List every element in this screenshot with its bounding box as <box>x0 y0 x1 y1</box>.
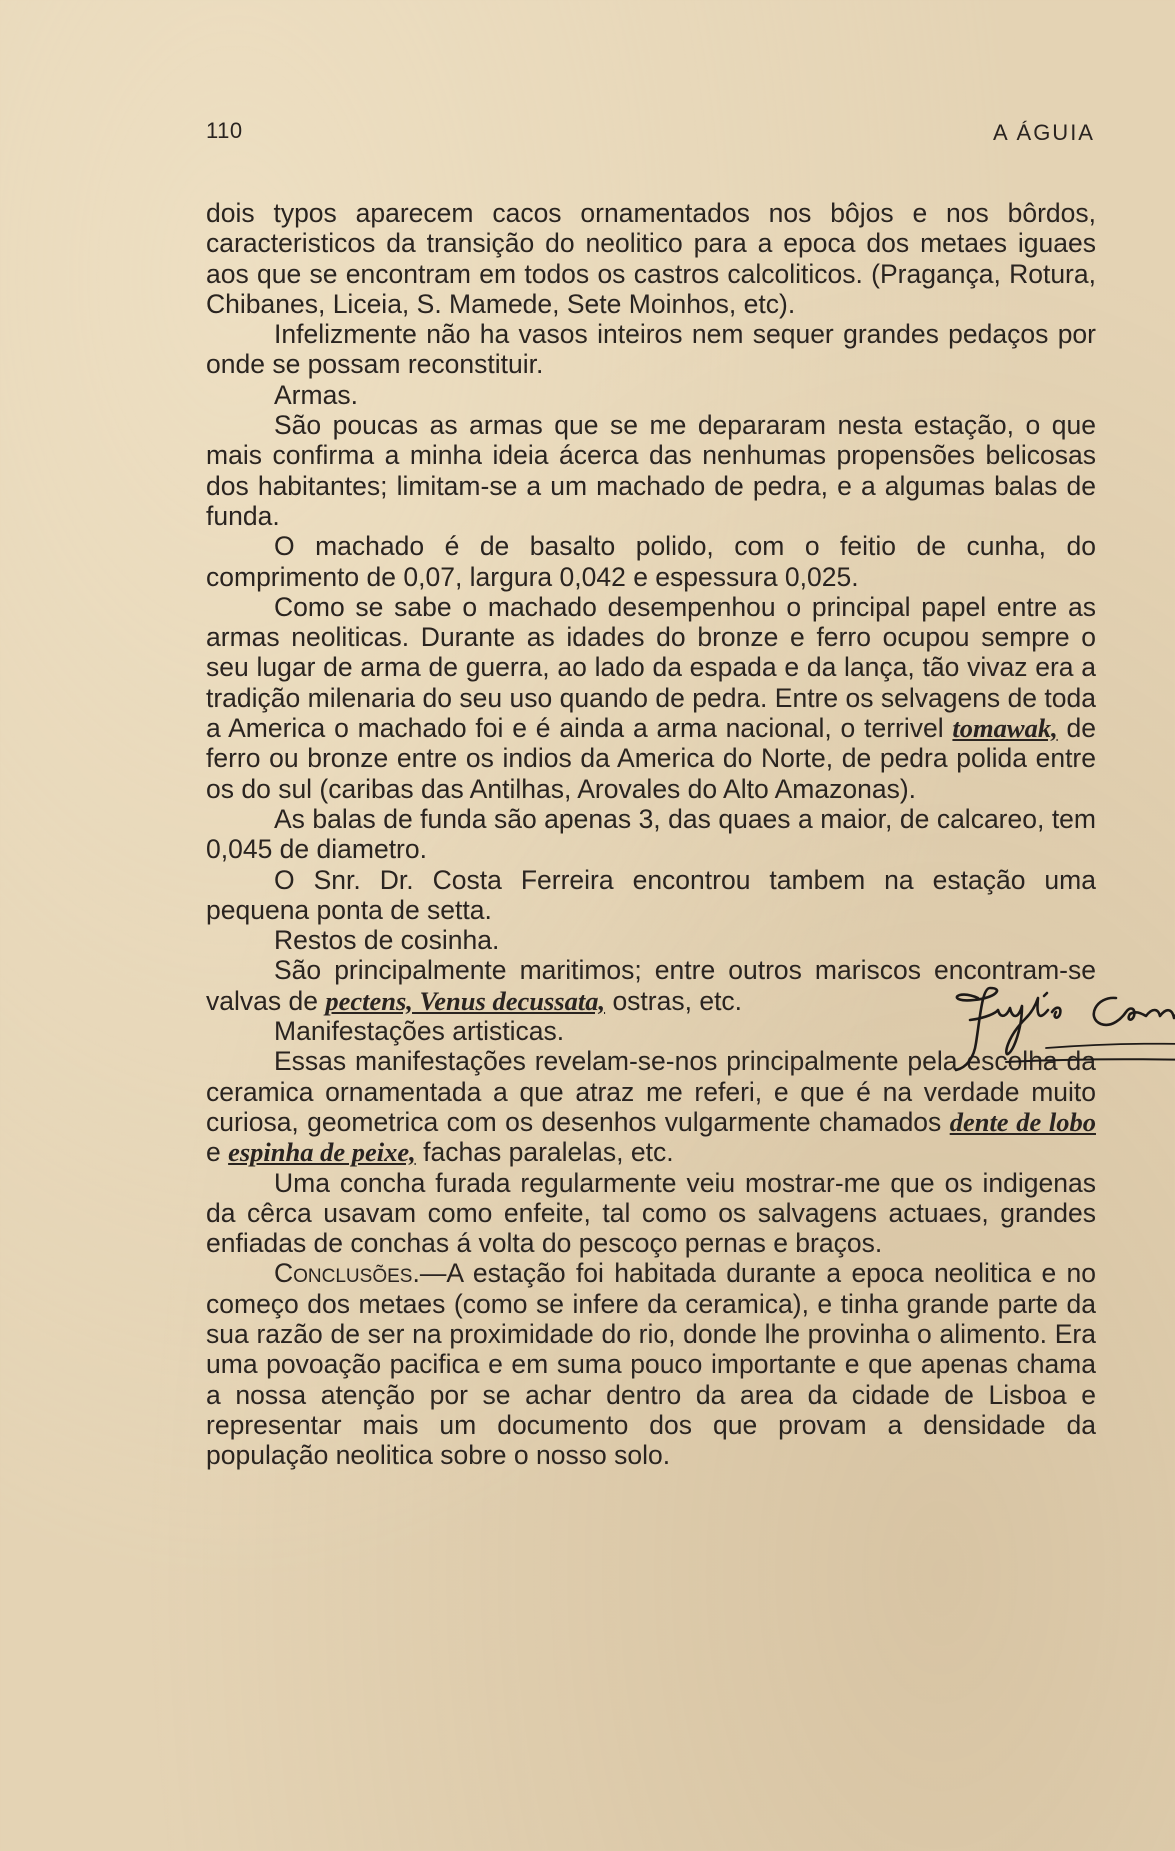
text-run: fachas paralelas, etc. <box>415 1137 674 1168</box>
section-heading-manifestacoes: Manifestações artisticas. <box>274 1016 565 1047</box>
section-heading-armas: Armas. <box>274 379 358 410</box>
text-run: —A estação foi habitada durante a epoca neolitica e no começo dos metaes (como se infere da ceramica), e tinha grande parte da sua razão de ser na proximidade do rio, donde lhe provinha o alimento. Era uma povoação pacifica e em suma pouco importante e que apenas chama a nossa atenção por se achar dentro da area da cidade de Lisboa e representar mais um documento dos que provam a densidade da população neolitica sobre o nosso solo. <box>206 1258 1096 1471</box>
paragraph <box>206 592 1096 804</box>
conclusoes-label: Conclusões. <box>274 1258 420 1289</box>
body-text <box>206 198 1096 1470</box>
paragraph: Infelizmente não ha vasos inteiros nem sequer grandes pedaços por onde se possam reconstituir. <box>206 319 1096 380</box>
paragraph: São poucas as armas que se me depararam nesta estação, o que mais confirma a minha ideia ácerca das nenhumas propensões belicosas dos habitantes; limitam-se a um machado de pedra, e a algumas balas de funda. <box>206 410 1096 531</box>
text-run: ostras, etc. <box>605 985 743 1016</box>
paragraph: Uma concha furada regularmente veiu mostrar-me que os indigenas da cêrca usavam como enfeite, tal como os salvagens actuaes, grandes enfiadas de conchas á volta do pescoço pernas e braços. <box>206 1167 1096 1259</box>
text-run: Essas manifestações revelam-se-nos principalmente pela escolha da ceramica ornamentada a que atraz me referi, e que é na verdade muito curiosa, geometrica com os desenhos vulgarmente chamados <box>206 1046 1096 1137</box>
emphasis-tomawak: tomawak, <box>952 713 1058 744</box>
handwritten-signature <box>886 958 1175 1078</box>
paragraph: O machado é de basalto polido, com o feitio de cunha, do comprimento de 0,07, largura 0,042 e espessura 0,025. <box>206 531 1096 592</box>
page-number: 110 <box>206 118 243 143</box>
emphasis-dente-de-lobo: dente de lobo <box>949 1106 1096 1137</box>
paragraph: dois typos aparecem cacos ornamentados nos bôjos e nos bôrdos, caracteristicos da transição do neolitico para a epoca dos metaes iguaes aos que se encontram em todos os castros calcoliticos. (Pragança, Rotura, Chibanes, Liceia, S. Mamede, Sete Moinhos, etc). <box>206 198 1096 319</box>
text-run: de ferro ou bronze entre os indios da America do Norte, de pedra polida entre os do sul (caribas das Antilhas, Arovales do Alto Amazonas). <box>206 713 1096 804</box>
section-heading-restos: Restos de cosinha. <box>274 925 500 956</box>
paragraph: O Snr. Dr. Costa Ferreira encontrou tambem na estação uma pequena ponta de setta. <box>206 864 1096 925</box>
emphasis-espinha-de-peixe: espinha de peixe, <box>228 1137 416 1168</box>
paragraph: As balas de funda são apenas 3, das quaes a maior, de calcareo, tem 0,045 de diametro. <box>206 803 1096 865</box>
running-head: A ÁGUIA <box>992 120 1095 145</box>
emphasis-species: pectens, Venus decussata, <box>325 985 606 1016</box>
text-run: e <box>206 1137 229 1168</box>
paragraph-conclusoes <box>206 1258 1096 1470</box>
text-run: Como se sabe o machado desempenhou o principal papel entre as armas neoliticas. Durante as idades do bronze e ferro ocupou sempre o seu lugar de arma de guerra, ao lado da espada e da lança, tão vivaz era a tradição milenaria do seu uso quando de pedra. Entre os selvagens de toda a America o machado foi e é ainda a arma nacional, o terrivel <box>206 591 1096 744</box>
text-run: São principalmente maritimos; entre outros mariscos encontram-se valvas de <box>206 955 1096 1016</box>
